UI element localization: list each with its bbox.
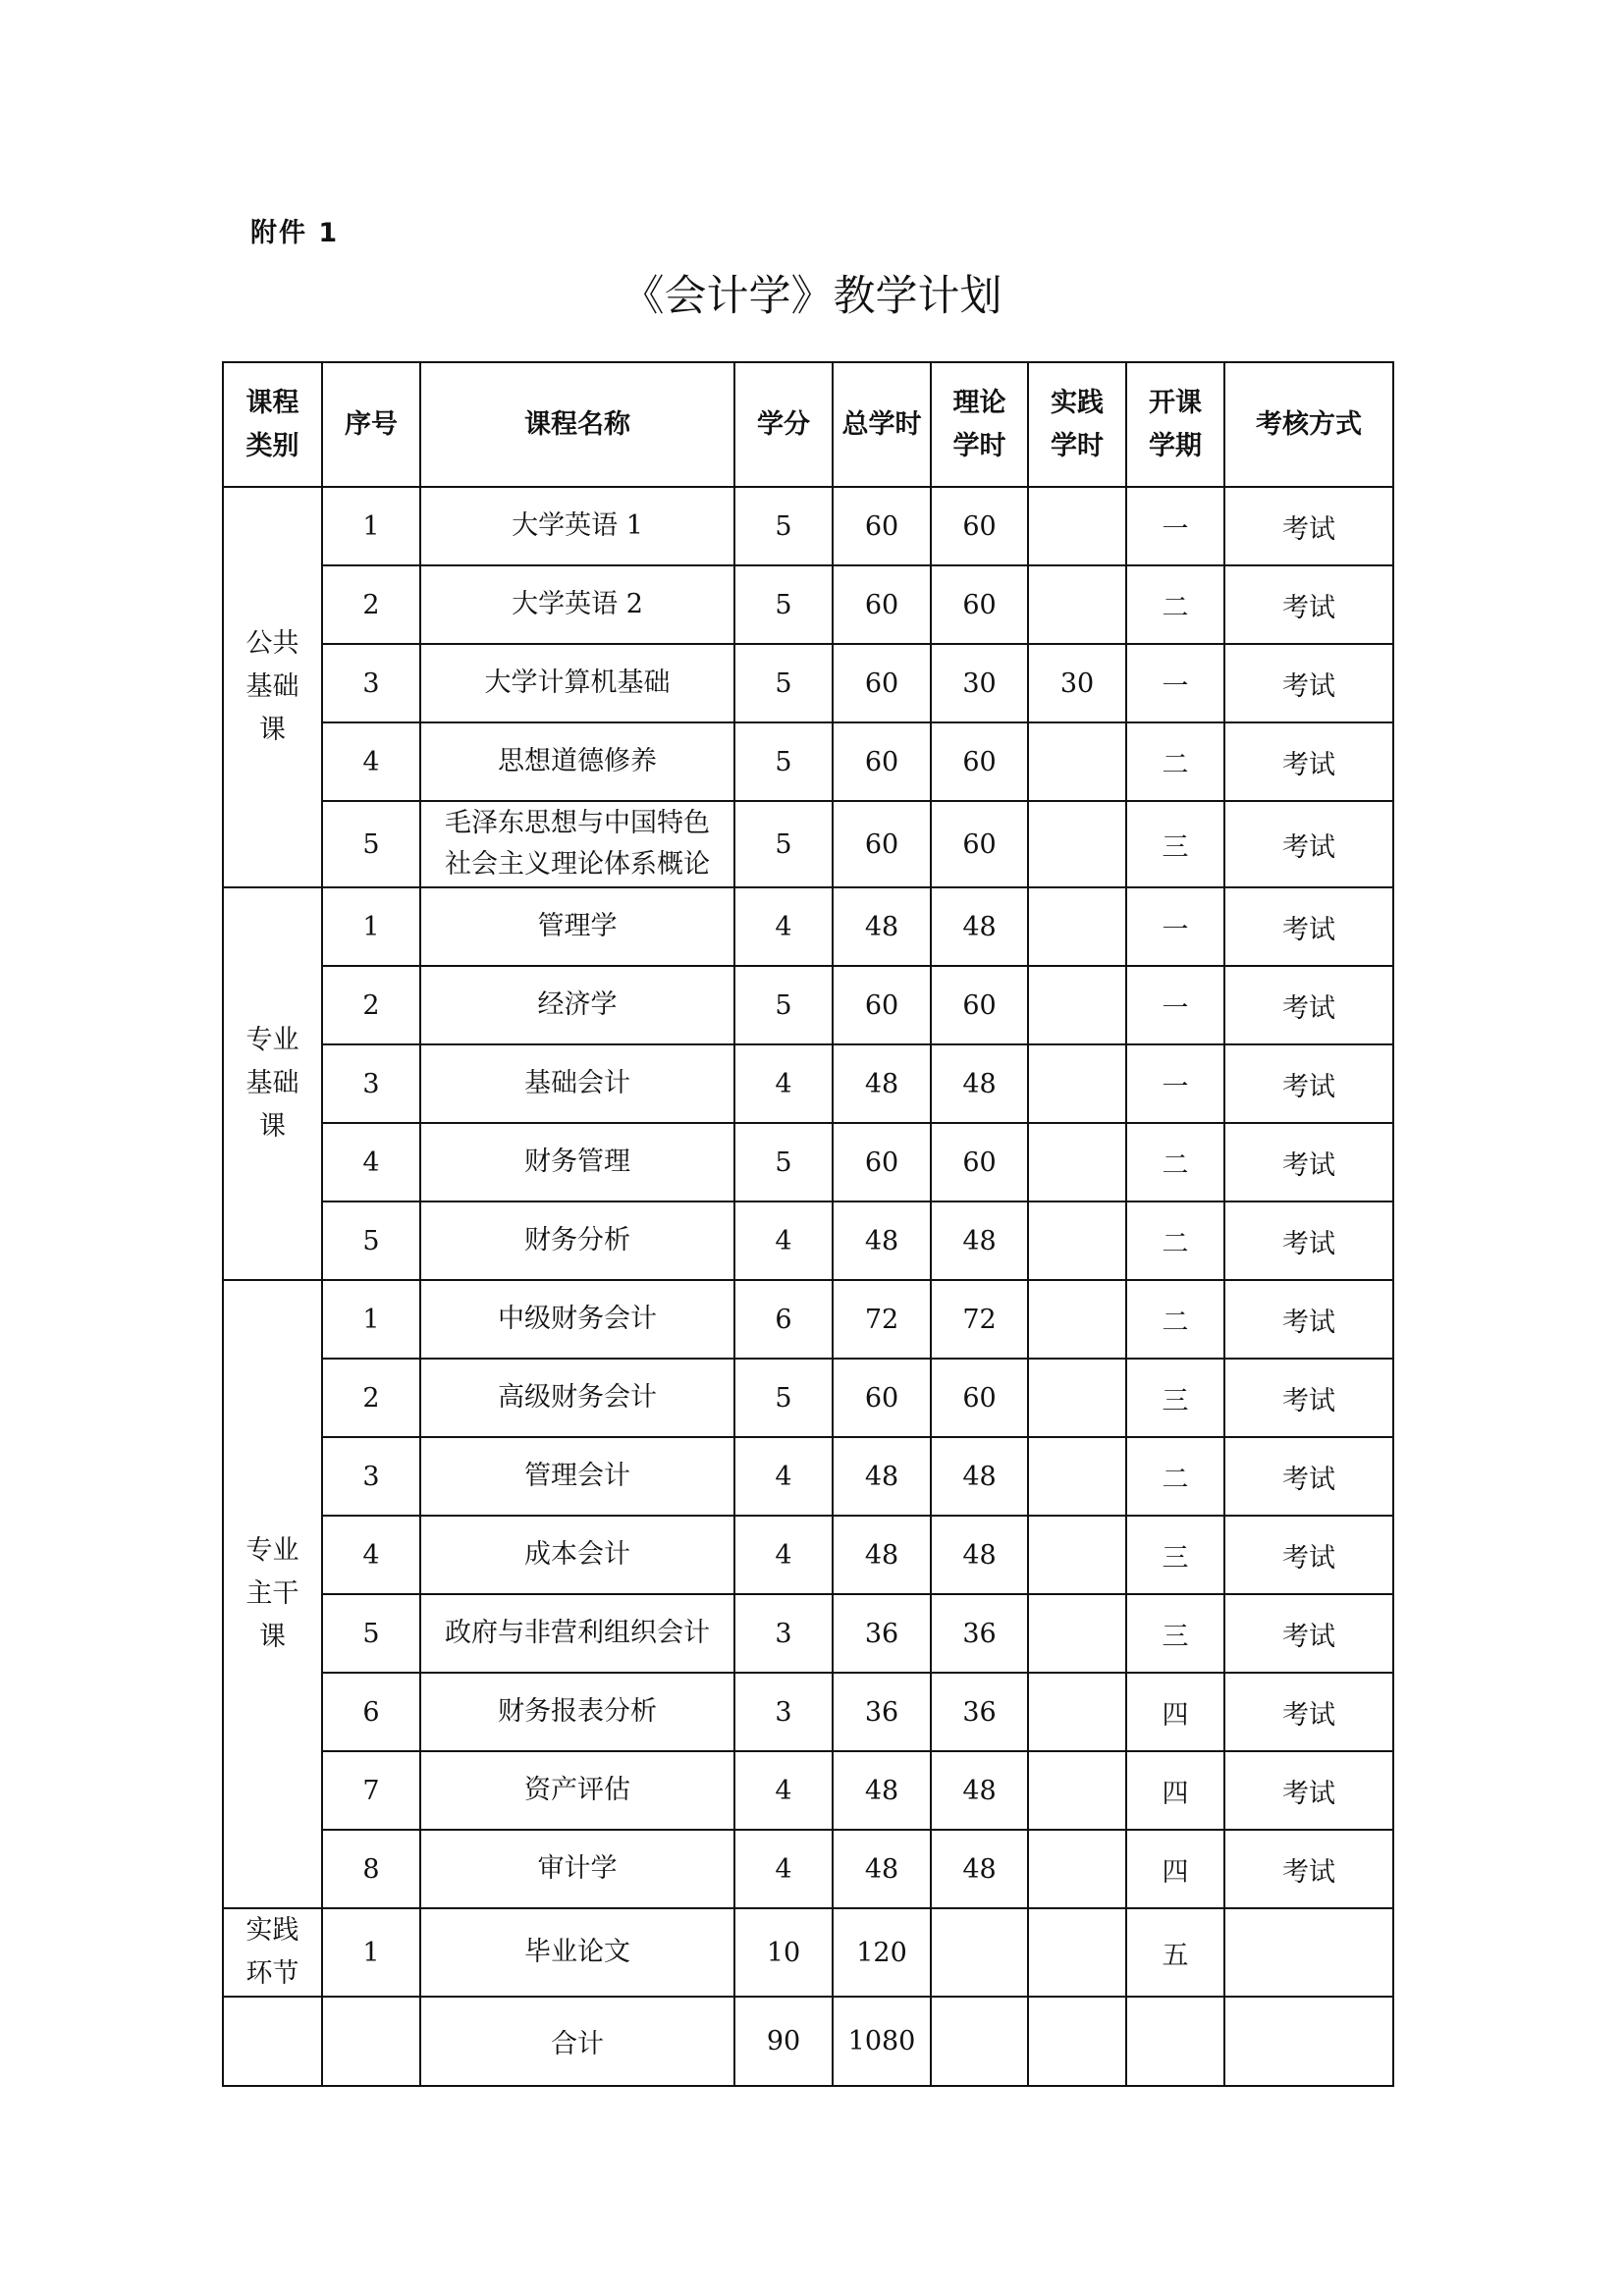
course-name: 基础会计 — [420, 1044, 734, 1123]
header-row — [223, 362, 1393, 487]
credits: 4 — [734, 1437, 833, 1516]
table-row — [223, 722, 1393, 801]
total-hours: 60 — [833, 1359, 931, 1437]
assessment: 考试 — [1224, 966, 1393, 1044]
assessment: 考试 — [1224, 1830, 1393, 1908]
theory-hours: 48 — [931, 1830, 1028, 1908]
course-index: 3 — [322, 1044, 420, 1123]
course-name: 高级财务会计 — [420, 1359, 734, 1437]
header-course-name: 课程名称 — [420, 362, 734, 487]
table-row — [223, 1751, 1393, 1830]
credits: 5 — [734, 1359, 833, 1437]
semester: 二 — [1126, 1201, 1224, 1280]
course-name: 管理学 — [420, 887, 734, 966]
credits: 4 — [734, 887, 833, 966]
credits: 5 — [734, 722, 833, 801]
practice-hours — [1028, 1044, 1126, 1123]
semester: 三 — [1126, 1359, 1224, 1437]
course-name: 审计学 — [420, 1830, 734, 1908]
assessment: 考试 — [1224, 1594, 1393, 1673]
assessment: 考试 — [1224, 1673, 1393, 1751]
practice-hours — [1028, 887, 1126, 966]
practice-hours — [1028, 565, 1126, 644]
table-row — [223, 1516, 1393, 1594]
semester: 二 — [1126, 722, 1224, 801]
credits: 10 — [734, 1908, 833, 1997]
table-row — [223, 1280, 1393, 1359]
credits: 5 — [734, 487, 833, 565]
practice-hours — [1028, 1123, 1126, 1201]
header-semester: 开课 学期 — [1126, 362, 1224, 487]
total-practice-empty — [1028, 1997, 1126, 2086]
course-name: 政府与非营利组织会计 — [420, 1594, 734, 1673]
total-credits: 90 — [734, 1997, 833, 2086]
semester: 四 — [1126, 1751, 1224, 1830]
total-hours: 36 — [833, 1594, 931, 1673]
theory-hours: 60 — [931, 1359, 1028, 1437]
total-hours: 60 — [833, 487, 931, 565]
semester: 三 — [1126, 1516, 1224, 1594]
semester: 四 — [1126, 1830, 1224, 1908]
theory-hours — [931, 1908, 1028, 1997]
theory-hours: 30 — [931, 644, 1028, 722]
credits: 3 — [734, 1594, 833, 1673]
course-index: 6 — [322, 1673, 420, 1751]
practice-hours — [1028, 1280, 1126, 1359]
course-name: 经济学 — [420, 966, 734, 1044]
course-name: 毛泽东思想与中国特色 社会主义理论体系概论 — [420, 801, 734, 887]
assessment — [1224, 1908, 1393, 1997]
course-name: 财务报表分析 — [420, 1673, 734, 1751]
course-name: 毕业论文 — [420, 1908, 734, 1997]
theory-hours: 60 — [931, 722, 1028, 801]
theory-hours: 48 — [931, 1437, 1028, 1516]
course-category: 专业 主干 课 — [223, 1280, 322, 1908]
table-row — [223, 1908, 1393, 1997]
table-row — [223, 1359, 1393, 1437]
credits: 5 — [734, 1123, 833, 1201]
assessment: 考试 — [1224, 887, 1393, 966]
total-theory-empty — [931, 1997, 1028, 2086]
assessment: 考试 — [1224, 1751, 1393, 1830]
theory-hours: 60 — [931, 565, 1028, 644]
total-hours: 48 — [833, 1201, 931, 1280]
practice-hours — [1028, 722, 1126, 801]
header-credits: 学分 — [734, 362, 833, 487]
course-category: 实践 环节 — [223, 1908, 322, 1997]
semester: 二 — [1126, 1280, 1224, 1359]
credits: 5 — [734, 966, 833, 1044]
table-row — [223, 1123, 1393, 1201]
credits: 5 — [734, 801, 833, 887]
theory-hours: 36 — [931, 1673, 1028, 1751]
course-index: 5 — [322, 1594, 420, 1673]
semester: 五 — [1126, 1908, 1224, 1997]
practice-hours — [1028, 1751, 1126, 1830]
total-hours: 72 — [833, 1280, 931, 1359]
course-name: 思想道德修养 — [420, 722, 734, 801]
table-row — [223, 1830, 1393, 1908]
theory-hours: 36 — [931, 1594, 1028, 1673]
total-assessment-empty — [1224, 1997, 1393, 2086]
table-row — [223, 644, 1393, 722]
course-index: 3 — [322, 1437, 420, 1516]
theory-hours: 48 — [931, 1516, 1028, 1594]
course-name: 大学英语 2 — [420, 565, 734, 644]
course-name: 财务分析 — [420, 1201, 734, 1280]
course-index: 5 — [322, 801, 420, 887]
practice-hours: 30 — [1028, 644, 1126, 722]
credits: 4 — [734, 1516, 833, 1594]
course-index: 5 — [322, 1201, 420, 1280]
total-hours: 60 — [833, 801, 931, 887]
table-row — [223, 1437, 1393, 1516]
course-name: 大学英语 1 — [420, 487, 734, 565]
course-name: 成本会计 — [420, 1516, 734, 1594]
practice-hours — [1028, 1673, 1126, 1751]
course-index: 1 — [322, 1908, 420, 1997]
header-index: 序号 — [322, 362, 420, 487]
semester: 一 — [1126, 487, 1224, 565]
table-row — [223, 1201, 1393, 1280]
practice-hours — [1028, 966, 1126, 1044]
course-index: 4 — [322, 722, 420, 801]
total-hours: 48 — [833, 1437, 931, 1516]
table-row — [223, 1673, 1393, 1751]
theory-hours: 60 — [931, 966, 1028, 1044]
assessment: 考试 — [1224, 801, 1393, 887]
total-hours: 48 — [833, 1830, 931, 1908]
header-total-hours: 总学时 — [833, 362, 931, 487]
theory-hours: 48 — [931, 887, 1028, 966]
document-title: 《会计学》教学计划 — [622, 272, 1002, 321]
total-row — [223, 1997, 1393, 2086]
practice-hours — [1028, 487, 1126, 565]
assessment: 考试 — [1224, 1044, 1393, 1123]
total-hours: 48 — [833, 1044, 931, 1123]
total-hours: 60 — [833, 722, 931, 801]
semester: 一 — [1126, 966, 1224, 1044]
assessment: 考试 — [1224, 1359, 1393, 1437]
table-row — [223, 1594, 1393, 1673]
credits: 5 — [734, 565, 833, 644]
course-name: 财务管理 — [420, 1123, 734, 1201]
semester: 三 — [1126, 1594, 1224, 1673]
semester: 一 — [1126, 1044, 1224, 1123]
credits: 5 — [734, 644, 833, 722]
total-hours-sum: 1080 — [833, 1997, 931, 2086]
total-hours: 48 — [833, 1751, 931, 1830]
assessment: 考试 — [1224, 1123, 1393, 1201]
credits: 4 — [734, 1044, 833, 1123]
assessment: 考试 — [1224, 487, 1393, 565]
practice-hours — [1028, 1437, 1126, 1516]
theory-hours: 60 — [931, 1123, 1028, 1201]
theory-hours: 60 — [931, 487, 1028, 565]
total-index-empty — [322, 1997, 420, 2086]
semester: 二 — [1126, 565, 1224, 644]
attachment-label: 附件 1 — [250, 218, 340, 248]
total-hours: 60 — [833, 644, 931, 722]
header-theory-hours: 理论 学时 — [931, 362, 1028, 487]
semester: 一 — [1126, 887, 1224, 966]
total-hours: 60 — [833, 565, 931, 644]
course-index: 1 — [322, 487, 420, 565]
table-row — [223, 565, 1393, 644]
total-hours: 48 — [833, 1516, 931, 1594]
total-hours: 48 — [833, 887, 931, 966]
header-assessment: 考核方式 — [1224, 362, 1393, 487]
credits: 4 — [734, 1201, 833, 1280]
course-index: 7 — [322, 1751, 420, 1830]
total-hours: 120 — [833, 1908, 931, 1997]
theory-hours: 48 — [931, 1751, 1028, 1830]
theory-hours: 48 — [931, 1044, 1028, 1123]
course-name: 中级财务会计 — [420, 1280, 734, 1359]
theory-hours: 60 — [931, 801, 1028, 887]
practice-hours — [1028, 801, 1126, 887]
total-hours: 60 — [833, 1123, 931, 1201]
practice-hours — [1028, 1594, 1126, 1673]
teaching-plan-table — [222, 361, 1394, 2087]
credits: 4 — [734, 1751, 833, 1830]
course-name: 资产评估 — [420, 1751, 734, 1830]
semester: 二 — [1126, 1437, 1224, 1516]
assessment: 考试 — [1224, 1201, 1393, 1280]
total-category-empty — [223, 1997, 322, 2086]
header-practice-hours: 实践 学时 — [1028, 362, 1126, 487]
course-name: 大学计算机基础 — [420, 644, 734, 722]
theory-hours: 72 — [931, 1280, 1028, 1359]
total-label: 合计 — [420, 1997, 734, 2086]
course-index: 1 — [322, 1280, 420, 1359]
assessment: 考试 — [1224, 1437, 1393, 1516]
practice-hours — [1028, 1359, 1126, 1437]
credits: 3 — [734, 1673, 833, 1751]
assessment: 考试 — [1224, 722, 1393, 801]
total-semester-empty — [1126, 1997, 1224, 2086]
practice-hours — [1028, 1201, 1126, 1280]
course-index: 4 — [322, 1123, 420, 1201]
assessment: 考试 — [1224, 644, 1393, 722]
total-hours: 60 — [833, 966, 931, 1044]
practice-hours — [1028, 1908, 1126, 1997]
course-index: 8 — [322, 1830, 420, 1908]
practice-hours — [1028, 1516, 1126, 1594]
total-hours: 36 — [833, 1673, 931, 1751]
course-index: 2 — [322, 565, 420, 644]
semester: 三 — [1126, 801, 1224, 887]
table-row — [223, 487, 1393, 565]
credits: 6 — [734, 1280, 833, 1359]
table-row — [223, 887, 1393, 966]
course-category: 公共 基础 课 — [223, 487, 322, 887]
practice-hours — [1028, 1830, 1126, 1908]
header-category: 课程 类别 — [223, 362, 322, 487]
table-row — [223, 966, 1393, 1044]
course-name: 管理会计 — [420, 1437, 734, 1516]
theory-hours: 48 — [931, 1201, 1028, 1280]
table-row — [223, 1044, 1393, 1123]
course-index: 4 — [322, 1516, 420, 1594]
credits: 4 — [734, 1830, 833, 1908]
semester: 四 — [1126, 1673, 1224, 1751]
course-index: 2 — [322, 966, 420, 1044]
course-index: 3 — [322, 644, 420, 722]
semester: 一 — [1126, 644, 1224, 722]
course-index: 2 — [322, 1359, 420, 1437]
assessment: 考试 — [1224, 565, 1393, 644]
table-row — [223, 801, 1393, 887]
course-index: 1 — [322, 887, 420, 966]
course-category: 专业 基础 课 — [223, 887, 322, 1280]
semester: 二 — [1126, 1123, 1224, 1201]
assessment: 考试 — [1224, 1280, 1393, 1359]
assessment: 考试 — [1224, 1516, 1393, 1594]
